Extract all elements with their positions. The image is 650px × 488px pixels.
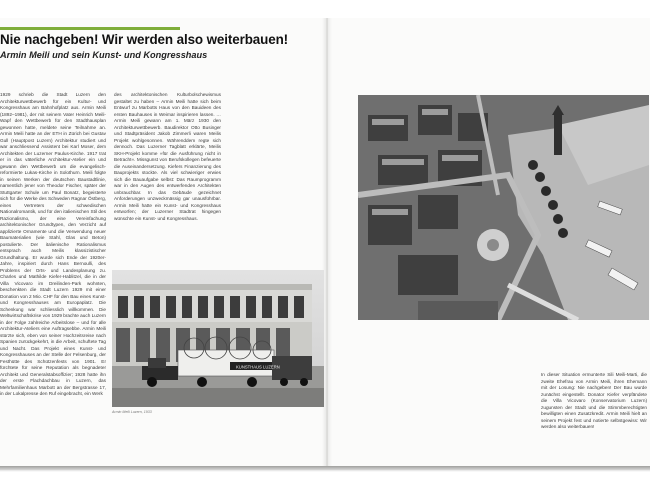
text-column-2 <box>114 92 221 292</box>
right-text-column <box>541 372 647 431</box>
column-1-text: 1929 schrieb die Stadt Luzern den Architekturwettbewerb für ein Kultur- und Kongresshaus am Bahnhofplatz aus. Armin Meili (1892–1981), der mit seinem Vater Heinrich Meili-Wapf den Wettbewerb für den Stadthausplan gewonnen hatte, meldete seine Teilnahme an. Armin Meili hatte an der ETH in Zürich bei Gustav Gull (Hauptpost Luzern) Architektur studiert und war anschliessend Assistent bei Karl Moser, dem Architekten der Luzerner Paulus-Kirche. 1917 trat er in das väterliche Architektur-Atelier ein und gewann den Wettbewerb um die evangelisch-reformierte Lukas-Kirche in Solothurn. Meili folgte in seinen Werken der deutschen Baustadtlinie, namentlich jener von Theodor Fischer, später der Stuttgarter Schule um Paul Bonatz, begeisterte sich für die Werke des Schweden Ragnar Östberg, eines Vertreters der schwedischen Nationalromantik, und für den italienischen Stil des Razionalismo, der eine Vereinfachung architektonischer Grundtypen, den Verzicht auf applizierte Ornamente und die Verwendung neuer Baumaterialien (wie Stahl, Glas und Beton) postulierte. Der italienische Rationalismus entsprach auch Meilis klassizistischer Grundhaltung. Er wurde sich Ende der 1920er-Jahre, inspiriert durch Hans Bernoulli, des Problems der Orts- und Landesplanung zu. Charles und Mathilde Kiefer-Hablitzel, die in der Villa Vicovaro im Dreilinden-Park wohnten, beschenkten die Stadt Luzern 1929 mit einer Donation von 2 Mio. CHF für den Bau eines Kunst- und Kongresshauses am Europaplatz. Die Schenkung war schliesslich willkommen. Die Weltwirtschaftskrise von 1929 brachte auch Luzern in der Folge zahlreiche Arbeitslose – und für alle Architektur-Ateliers eine Auftragsebbe. Armin Meili stürzte sich, eben von seiner Hochzeitsreise nach Spanien zurückgekehrt, in die Arbeit, schuftete Tag und Nacht. Das Projekt eines Kunst- und Kongresshauses an der Stelle der Felsenburg, der Festhütte des Schützenfests von 1901. Er fürchtete für seine Reputation als begnadeter Architekt und Generalstabsoffizier; 1928 hatte ihn der erste Flachdachbau in Luzern, das Mehrfamilienhaus Marbott an der Bergstrasse 17, in der Lokalpresse den Ruf eingebracht, ein Werk <box>0 92 106 396</box>
kunsthaus-photo-drawing <box>112 270 324 407</box>
column-2-text: des architektonischen Kulturbolschewismus gestaltet zu haben – Armin Meili hatte sich beim Entwurf zu Marbotts Haus von den Bauideen des ersten Bauhauses in Weimar inspirieren lassen. … Armin Meili gewann am 1. März 1930 den Architekturwettbewerb. Baudirektor Otto Businger und Stadtpräsident Jakob Zimmerli waren Meilis Projekt wohlgesonnen. Währenddem regte sich dennoch. Das Luzerner Tagblatt erklärte, Meilis SKH-Projekt komme »für die Ausführung nicht in Betracht«. Missgunst von Berufskollegen befeuerte die Auseinandersetzung. Kiefers Finanzierung des Bauprojekts stockte. Als viel schwieriger erwies sich die Bauaufgabe selbst: Das Raumprogramm war in den Augen des entwerfenden Architekten unbrauchbar. In das Gebäude gezeichnet Anforderungen unzweckmässig gar unausführbar. Armin Meili hatte ein Kunst- und Kongresshaus entworfen; der Luzerner Stadtrat hingegen wünschte ein Kunst- und Kongresshaus. <box>114 92 221 221</box>
text-column-1 <box>0 92 106 418</box>
spread-shadow <box>0 466 650 472</box>
photo-caption: Armin Meili Luzern, 1933 <box>112 410 152 414</box>
article-subheadline: Armin Meili und sein Kunst- und Kongresshaus <box>0 50 208 60</box>
aerial-photo-drawing <box>358 95 649 320</box>
right-column-text: In dieser Situation ermunterte Sili Meili-Marti, die zweite Ehefrau von Armin Meili, ihren Ehemann mit der Losung: Nie nachgeben! Der Bau wurde zunächst eingestellt. Donator Kiefer verpfändete die Villa Vicovaro (Konservatorium Luzern) zugunsten der Stadt und die Stimmberechtigten bewilligten einen Zusatzkredit. Armin Meili hielt an seinem Projekt fest und notierte selbstgewiss: Wir werden also weiterbauen! <box>541 372 647 429</box>
kunsthaus-photo <box>112 270 324 407</box>
accent-bar <box>0 27 180 30</box>
article-headline: Nie nachgeben! Wir werden also weiterbauen! <box>0 32 289 47</box>
truck-sign: KUNSTHAUS LUZERN <box>236 364 280 370</box>
aerial-city-photo <box>358 95 649 320</box>
